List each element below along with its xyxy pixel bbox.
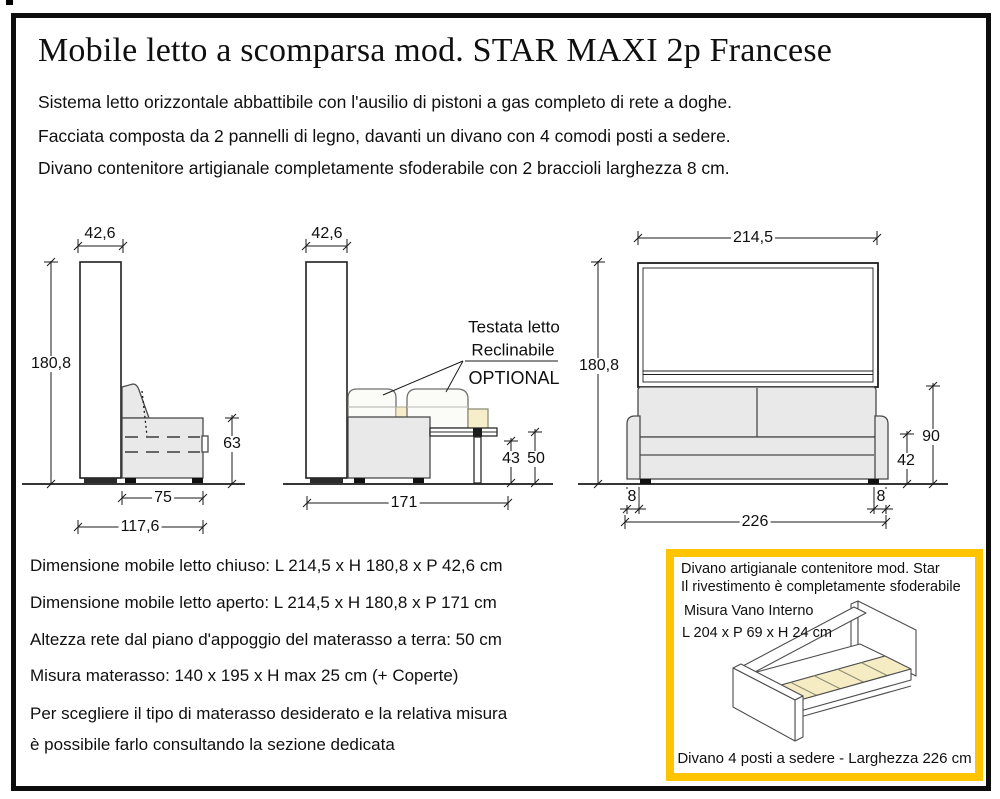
dim-front-total-width: 226: [741, 513, 769, 530]
dim-front-seat-height: 42: [897, 452, 915, 469]
dimension-lines: [44, 239, 239, 534]
sofa-backrest: [122, 384, 149, 418]
annotation-headboard-line1: Testata letto: [468, 317, 560, 337]
spec-bed-base-height: Altezza rete dal piano d'appoggio del materasso a terra: 50 cm: [30, 630, 502, 649]
dim-closed-sofa-depth: 75: [154, 489, 172, 506]
spec-closed-dimensions: Dimensione mobile letto chiuso: L 214,5 x H 180,8 x P 42,6 cm: [30, 556, 503, 575]
cabinet-front-outer: [638, 263, 878, 387]
dim-front-height: 180,8: [578, 357, 620, 374]
dim-closed-height: 180,8: [30, 355, 72, 372]
mattress-block: [468, 409, 488, 429]
dim-front-armrest-right: 8: [876, 488, 886, 505]
sofa-handle: [202, 436, 208, 452]
spec-mattress-note-line1: Per scegliere il tipo di materasso desiderato e la relativa misura: [30, 704, 508, 723]
sofa-body: [122, 418, 203, 478]
dim-front-armrest-left: 8: [627, 488, 637, 505]
info-box-caption: Divano 4 posti a sedere - Larghezza 226 cm: [677, 750, 972, 767]
dim-closed-sofa-height: 63: [223, 435, 241, 452]
annotation-headboard-line2: Reclinabile: [471, 340, 555, 360]
sofa-body: [348, 417, 430, 478]
info-box: [666, 549, 983, 781]
near-end-board-side: [795, 696, 803, 741]
info-box-line1: Divano artigianale contenitore mod. Star: [681, 561, 940, 577]
page-title: Mobile letto a scomparsa mod. STAR MAXI 2p Francese: [38, 32, 833, 69]
dim-open-total-depth: 171: [390, 494, 418, 511]
cabinet-base: [84, 478, 117, 483]
sofa-foot-right: [868, 479, 879, 484]
spec-open-dimensions: Dimensione mobile letto aperto: L 214,5 x H 180,8 x P 171 cm: [30, 593, 497, 612]
sofa-foot-right: [192, 478, 203, 483]
cabinet-panel: [80, 262, 121, 478]
dim-front-backrest-height: 90: [922, 428, 940, 445]
dim-front-width: 214,5: [732, 229, 774, 246]
cabinet-base: [310, 478, 343, 483]
intro-paragraph-3: Divano contenitore artigianale completamente sfoderabile con 2 braccioli larghezza 8 cm.: [38, 158, 730, 178]
intro-paragraph-1: Sistema letto orizzontale abbattibile con l'ausilio di pistoni a gas completo di rete a doghe.: [38, 92, 733, 112]
intro-paragraph-2: Facciata composta da 2 pannelli di legno, davanti un divano con 4 comodi posti a sedere.: [38, 126, 731, 146]
sofa-foot-left: [640, 479, 651, 484]
bed-leg-cap: [473, 428, 482, 437]
dim-closed-width: 42,6: [84, 225, 116, 242]
spec-mattress-size: Misura materasso: 140 x 195 x H max 25 cm (+ Coperte): [30, 666, 459, 685]
closed-side-view: [22, 239, 245, 534]
armrest-right: [875, 416, 888, 479]
info-box-line4: L 204 x P 69 x H 24 cm: [682, 625, 832, 641]
front-view: [578, 231, 948, 529]
cabinet-panel: [306, 262, 347, 478]
bed-leg: [474, 437, 481, 483]
armrest-left: [627, 416, 640, 479]
info-box-line3: Misura Vano Interno: [684, 603, 814, 619]
spec-mattress-note-line2: è possibile farlo consultando la sezione dedicata: [30, 735, 395, 754]
dim-closed-total-depth: 117,6: [120, 518, 160, 535]
dim-open-width: 42,6: [311, 225, 343, 242]
sofa-foot-right: [413, 478, 424, 483]
annotation-optional: OPTIONAL: [468, 368, 560, 388]
headboard-pillow-left: [348, 389, 396, 418]
sofa-foot-left: [354, 478, 365, 483]
dim-open-bed-height: 50: [527, 450, 545, 467]
info-box-line2: Il rivestimento è completamente sfoderabile: [681, 579, 961, 595]
dim-open-platform-height: 43: [502, 450, 520, 467]
sofa-foot-left: [125, 478, 136, 483]
sofa-seat: [638, 437, 876, 479]
